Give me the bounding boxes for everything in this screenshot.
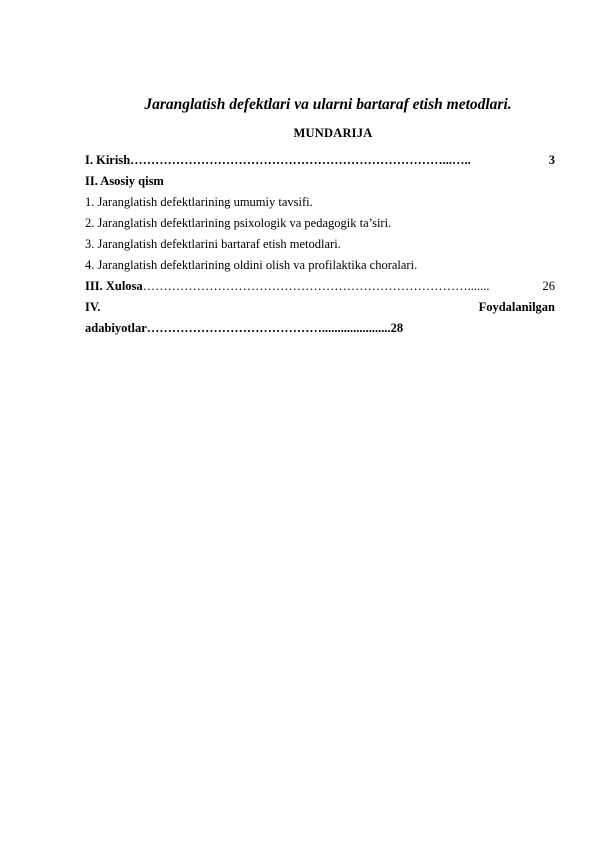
toc-page-number: 3 — [548, 153, 555, 167]
toc-entry-references-line-2[interactable] — [85, 318, 555, 339]
toc-entry-label: Foydalanilgan — [478, 300, 555, 314]
toc-entry-section-1[interactable] — [85, 192, 555, 213]
toc-entry-main-part[interactable] — [85, 171, 555, 192]
toc-entry-section-3[interactable] — [85, 234, 555, 255]
toc-entry-label: II. Asosiy qism — [85, 174, 164, 188]
toc-page-number: 28 — [390, 321, 404, 335]
toc-entry-section-4[interactable] — [85, 255, 555, 276]
toc-leader-dots: …………………………………………………………………...….. — [130, 153, 471, 167]
toc-entry-number: IV. — [85, 300, 101, 314]
toc-entry-section-2[interactable] — [85, 213, 555, 234]
toc-entry-conclusion[interactable] — [85, 276, 555, 297]
toc-entry-label: 3. Jaranglatish defektlarini bartaraf etish metodlari. — [85, 237, 341, 251]
toc-entry-references-line-1[interactable] — [85, 297, 555, 318]
document-title: Jaranglatish defektlari va ularni bartaraf etish metodlari. — [144, 96, 512, 113]
toc-leader-dots: ……………………………………………………………………....... — [142, 279, 490, 293]
toc-entry-introduction[interactable] — [85, 150, 555, 171]
toc-entry-label: adabiyotlar — [85, 321, 147, 335]
toc-entry-label: 2. Jaranglatish defektlarining psixologik va pedagogik ta’siri. — [85, 216, 392, 230]
toc-entry-label: 1. Jaranglatish defektlarining umumiy tavsifi. — [85, 195, 313, 209]
contents-heading: MUNDARIJA — [293, 126, 373, 140]
table-of-contents — [85, 150, 555, 339]
toc-page-number: 26 — [542, 279, 555, 293]
toc-entry-label: I. Kirish — [85, 153, 131, 167]
toc-entry-label: 4. Jaranglatish defektlarining oldini olish va profilaktika choralari. — [85, 258, 418, 272]
toc-leader-dots: ……………………………………...................... — [146, 321, 391, 335]
toc-entry-label: III. Xulosa — [85, 279, 143, 293]
